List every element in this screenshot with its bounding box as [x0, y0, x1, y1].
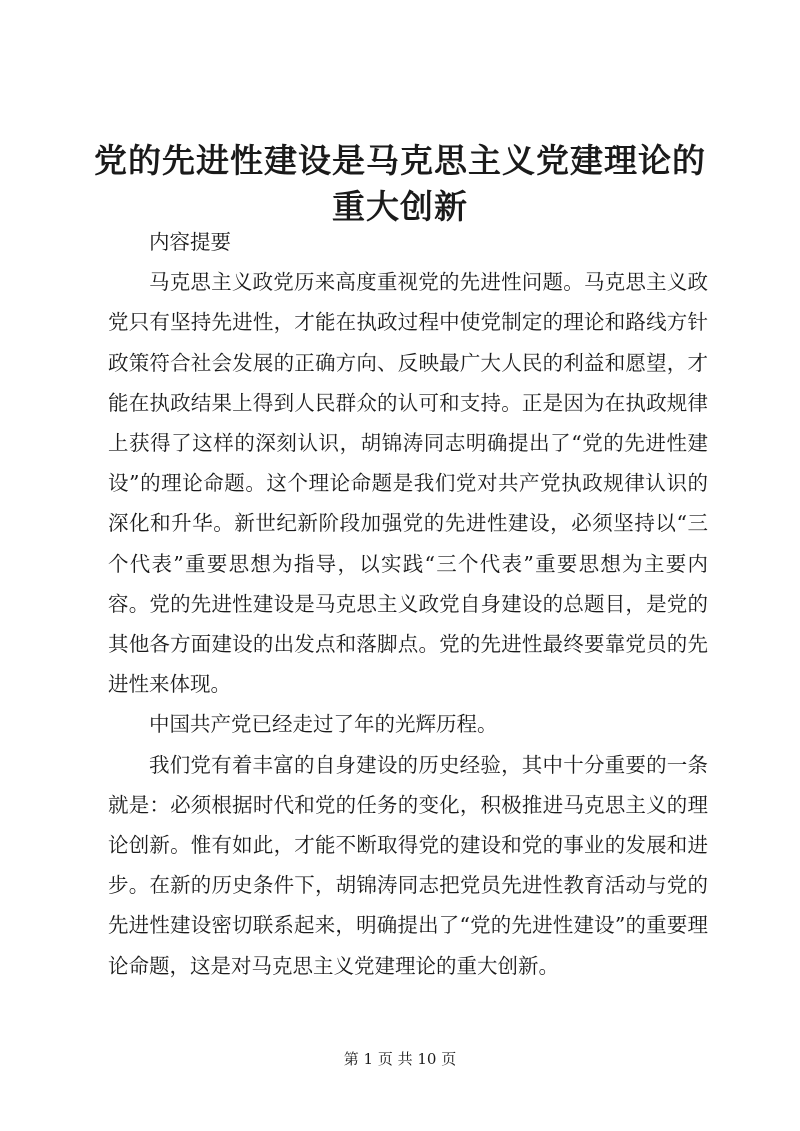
document-title: 党的先进性建设是马克思主义党建理论的重大创新 — [94, 141, 706, 226]
paragraph: 中国共产党已经走过了年的光辉历程。 — [149, 712, 498, 737]
paragraph-abstract-text: 马克思主义政党历来高度重视党的先进性问题。马克思主义政党只有坚持先进性，才能在执政过程中使党制定的理论和路线方针政策符合社会发展的正确方向、反映最广大人民的利益和愿望，才能在执政结果上得到人民群众的认可和支持。正是因为在执政规律上获得了这样的深刻认识，胡锦涛同志明确提出了“党的先进性建设”的理论命题。这个理论命题是我们党对共产党执政规律认识的深化和升华。新世纪新阶段加强党的先进性建设，必须坚持以“三个代表”重要思想为指导，以实践“三个代表”重要思想为主要内容。党的先进性建设是马克思主义政党自身建设的总题目，是党的其他各方面建设的出发点和落脚点。党的先进性最终要靠党员的先进性来体现。 — [108, 270, 708, 697]
paragraph-abstract-heading: 内容提要 — [149, 230, 231, 254]
page-number-footer: 第 1 页 共 10 页 — [343, 1050, 457, 1068]
document-body — [108, 222, 708, 986]
paragraph: 我们党有着丰富的自身建设的历史经验，其中十分重要的一条就是：必须根据时代和党的任务的变化，积极推进马克思主义的理论创新。惟有如此，才能不断取得党的建设和党的事业的发展和进步。在新的历史条件下，胡锦涛同志把党员先进性教育活动与党的先进性建设密切联系起来，明确提出了“党的先进性建设”的重要理论命题，这是对马克思主义党建理论的重大创新。 — [108, 752, 708, 978]
